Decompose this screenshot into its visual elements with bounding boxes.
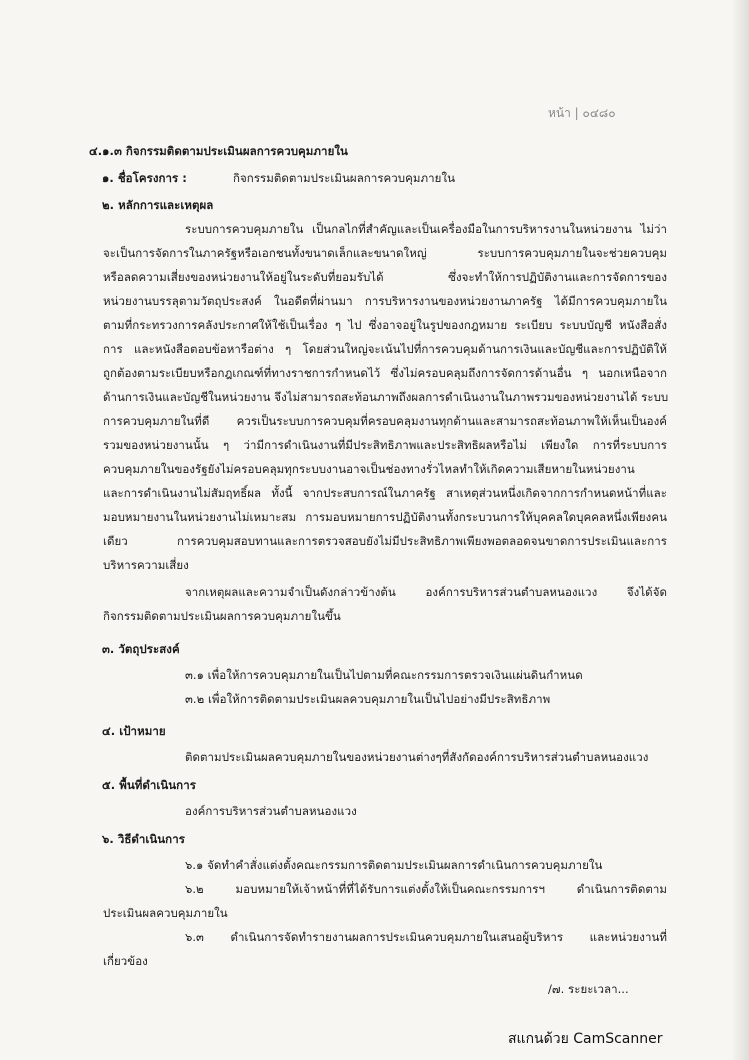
page-number: หน้า | ๐๔๘๐ [548, 106, 616, 120]
method-heading: ๖. วิธีดำเนินการ [102, 832, 185, 846]
method-step: ๖.๑ จัดทำคำสั่งแต่งตั้งคณะกรรมการติดตามประเมินผลการดำเนินการควบคุมภายใน [185, 858, 603, 872]
paragraph-line: ด้านการเงินและบัญชีในหน่วยงาน จึงไม่สามารถสะท้อนภาพถึงผลการดำเนินงานในภาพรวมของหน่วยงานได้ ระบบ [103, 390, 669, 404]
paragraph-line: การ และหนังสือตอบข้อหารือต่าง ๆ โดยส่วนใหญ่จะเน้นไปที่การควบคุมด้านการเงินและบัญชีและการปฏิบัติให้ [103, 342, 667, 356]
method-step: ๖.๓ ดำเนินการจัดทำรายงานผลการประเมินควบคุมภายในเสนอผู้บริหาร และหน่วยงานที่ [185, 930, 667, 944]
paragraph-line: มอบหมายงานในหน่วยงานไม่เหมาะสม การมอบหมายการปฏิบัติงานทั้งกระบวนการให้บุคคลใดบุคคลหนึ่งเพียงคน [103, 510, 667, 524]
camscanner-footer: สแกนด้วย CamScanner [508, 1031, 663, 1047]
paragraph-line: เดียว การควบคุมสอบทานและการตรวจสอบยังไม่มีประสิทธิภาพเพียงพอตลอดจนขาดการประเมินและการ [103, 534, 667, 548]
method-step: ๖.๒ มอบหมายให้เจ้าหน้าที่ที่ได้รับการแต่งตั้งให้เป็นคณะกรรมการฯ ดำเนินการติดตาม [185, 882, 667, 896]
area-text: องค์การบริหารส่วนตำบลหนองแวง [185, 804, 357, 818]
target-heading: ๔. เป้าหมาย [102, 724, 166, 738]
paragraph-line: และการดำเนินงานไม่สัมฤทธิ์ผล ทั้งนี้ จากประสบการณ์ในภาครัฐ สาเหตุส่วนหนึ่งเกิดจากการกำหนดหน้าที่และ [103, 486, 667, 500]
continuation-note: /๗. ระยะเวลา... [548, 982, 629, 996]
paragraph-line: การควบคุมภายในที่ดี ควรเป็นระบบการควบคุมที่ครอบคลุมงานทุกด้านและสามารถสะท้อนภาพให้เห็นเป็นองค์ [103, 414, 667, 428]
project-name-label: ๑. ชื่อโครงการ : [102, 171, 187, 185]
method-step-continued: ประเมินผลควบคุมภายใน [103, 906, 228, 920]
paragraph-line: หน่วยงานบรรลุตามวัตถุประสงค์ ในอดีตที่ผ่านมา การบริหารงานของหน่วยงานภาครัฐ ได้มีการควบคุมภายใน [103, 294, 667, 308]
paragraph-line: ตามที่กระทรวงการคลังประกาศให้ใช้เป็นเรื่อง ๆ ไป ซึ่งอาจอยู่ในรูปของกฎหมาย ระเบียบ ระบบบัญชี หนังสือสั่ง [103, 318, 667, 332]
objective-item: ๓.๒ เพื่อให้การติดตามประเมินผลควบคุมภายในเป็นไปอย่างมีประสิทธิภาพ [185, 692, 551, 706]
target-text: ติดตามประเมินผลควบคุมภายในของหน่วยงานต่างๆที่สังกัดองค์การบริหารส่วนตำบลหนองแวง [185, 750, 649, 764]
rationale-heading: ๒. หลักการและเหตุผล [102, 198, 214, 212]
objectives-heading: ๓. วัตถุประสงค์ [102, 642, 180, 656]
project-name-value: กิจกรรมติดตามประเมินผลการควบคุมภายใน [233, 171, 456, 185]
page-shadow-edge [731, 0, 749, 1060]
paragraph-line: จากเหตุผลและความจำเป็นดังกล่าวข้างต้น องค์การบริหารส่วนตำบลหนองแวง จึงได้จัด [185, 585, 667, 599]
paragraph-line: บริหารความเสี่ยง [103, 558, 189, 572]
paragraph-line: ระบบการควบคุมภายใน เป็นกลไกที่สำคัญและเป็นเครื่องมือในการบริหารงานในหน่วยงาน ไม่ว่า [185, 222, 667, 236]
method-step-continued: เกี่ยวข้อง [103, 954, 148, 968]
paragraph-line: กิจกรรมติดตามประเมินผลการควบคุมภายในขึ้น [103, 609, 341, 623]
section-heading: ๔.๑.๓ กิจกรรมติดตามประเมินผลการควบคุมภายใน [89, 144, 348, 158]
paragraph-line: จะเป็นการจัดการในภาครัฐหรือเอกชนทั้งขนาดเล็กและขนาดใหญ่ ระบบการควบคุมภายในจะช่วยควบคุม [103, 246, 667, 260]
paragraph-line: หรือลดความเสี่ยงของหน่วยงานให้อยู่ในระดับที่ยอมรับได้ ซึ่งจะทำให้การปฏิบัติงานและการจัดการของ [103, 270, 667, 284]
area-heading: ๕. พื้นที่ดำเนินการ [102, 778, 196, 792]
paragraph-line: ถูกต้องตามระเบียบหรือกฎเกณฑ์ที่ทางราชการกำหนดไว้ ซึ่งไม่ครอบคลุมถึงการจัดการด้านอื่น ๆ นอกเหนือจาก [103, 366, 667, 380]
paragraph-line: ควบคุมภายในของรัฐยังไม่ครอบคลุมทุกระบบงานอาจเป็นช่องทางรั่วไหลทำให้เกิดความเสียหายในหน่วยงาน [103, 462, 635, 476]
objective-item: ๓.๑ เพื่อให้การควบคุมภายในเป็นไปตามที่คณะกรรมการตรวจเงินแผ่นดินกำหนด [185, 668, 583, 682]
paragraph-line: รวมของหน่วยงานนั้น ๆ ว่ามีการดำเนินงานที่มีประสิทธิภาพและประสิทธิผลหรือไม่ เพียงใด การที่ระบบการ [103, 438, 667, 452]
